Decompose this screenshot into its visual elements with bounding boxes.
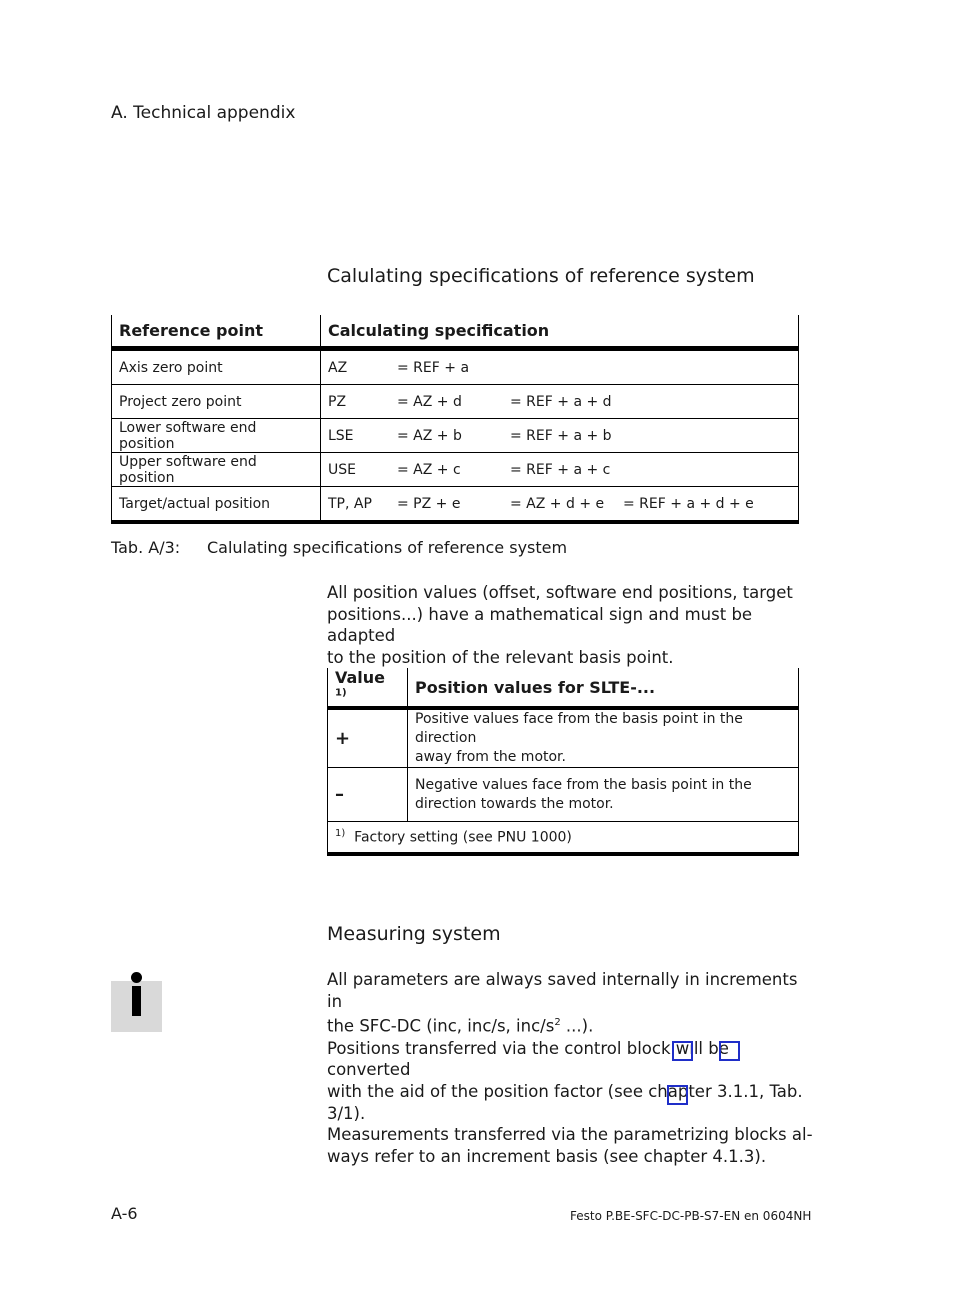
section-title-measuring-system: Measuring system	[327, 923, 501, 945]
paragraph-line: All position values (offset, software end positions, target	[327, 583, 793, 602]
position-values-table	[327, 668, 799, 856]
paragraph-line: positions...) have a mathematical sign and must be adapted	[327, 604, 753, 646]
calculating-specifications-table	[111, 315, 799, 524]
desc-cell: Positive values face from the basis point in the direction away from the motor.	[408, 708, 799, 768]
running-header: A. Technical appendix	[111, 103, 296, 123]
table1-header-reference-point: Reference point	[112, 315, 321, 349]
table-row	[112, 419, 799, 453]
footnote-ref: 1)	[335, 687, 347, 699]
table-row	[112, 385, 799, 419]
table-caption	[111, 538, 567, 557]
table2-header-desc: Position values for SLTE-...	[408, 668, 799, 708]
calc-spec-cell: TP, AP = PZ + e = AZ + d + e = REF + a + d + e	[321, 487, 799, 523]
calc-spec-cell: AZ = REF + a	[321, 349, 799, 385]
reference-point-cell: Target/actual position	[112, 487, 321, 523]
table1-header-calc-spec: Calculating specification	[321, 315, 799, 349]
table-row	[328, 768, 799, 822]
paragraph-line: to the position of the relevant basis point.	[327, 648, 674, 668]
caption-text: Calulating specifications of reference system	[207, 538, 568, 557]
reference-point-cell: Axis zero point	[112, 349, 321, 385]
document-id: Festo P.BE-SFC-DC-PB-S7-EN en 0604NH	[570, 1209, 812, 1223]
section-title-reference-system: Calulating specifications of reference system	[327, 265, 755, 287]
position-values-paragraph	[327, 582, 807, 669]
table-footnote-row	[328, 822, 799, 855]
table2-header-value: Value $^{1)}$	[328, 668, 408, 708]
plus-sign: +	[328, 708, 408, 768]
calc-spec-cell: PZ = AZ + d = REF + a + d	[321, 385, 799, 419]
chapter-link[interactable]	[672, 1041, 693, 1061]
measuring-system-paragraph: All parameters are always saved internally in increments in the SFC-DC (inc, inc/s, inc/$s^2$ ...). Positions transferred via the control block will be converted with the aid of the position factor (see chapter 3.1.1, Tab. 3/1). Measurements transferred via the parametrizing blocks al- ways refer to an increment basis (see chapter 4.1.3).	[327, 970, 813, 1167]
table-row	[112, 487, 799, 523]
minus-sign: –	[328, 768, 408, 822]
table-row	[328, 708, 799, 768]
table-link[interactable]	[719, 1041, 740, 1061]
footnote-cell: $^{1)}$ Factory setting (see PNU 1000)	[328, 822, 799, 855]
calc-spec-cell: USE = AZ + c = REF + a + c	[321, 453, 799, 487]
desc-cell: Negative values face from the basis point in the direction towards the motor.	[408, 768, 799, 822]
calc-spec-cell: LSE = AZ + b = REF + a + b	[321, 419, 799, 453]
reference-point-cell: Lower software end position	[112, 419, 321, 453]
chapter-link[interactable]	[667, 1085, 688, 1105]
caption-number: Tab. A/3:	[111, 538, 181, 557]
page-number: A-6	[111, 1204, 138, 1223]
info-icon	[111, 981, 162, 1032]
table-row	[112, 349, 799, 385]
table-row	[112, 453, 799, 487]
reference-point-cell: Project zero point	[112, 385, 321, 419]
reference-point-cell: Upper software end position	[112, 453, 321, 487]
